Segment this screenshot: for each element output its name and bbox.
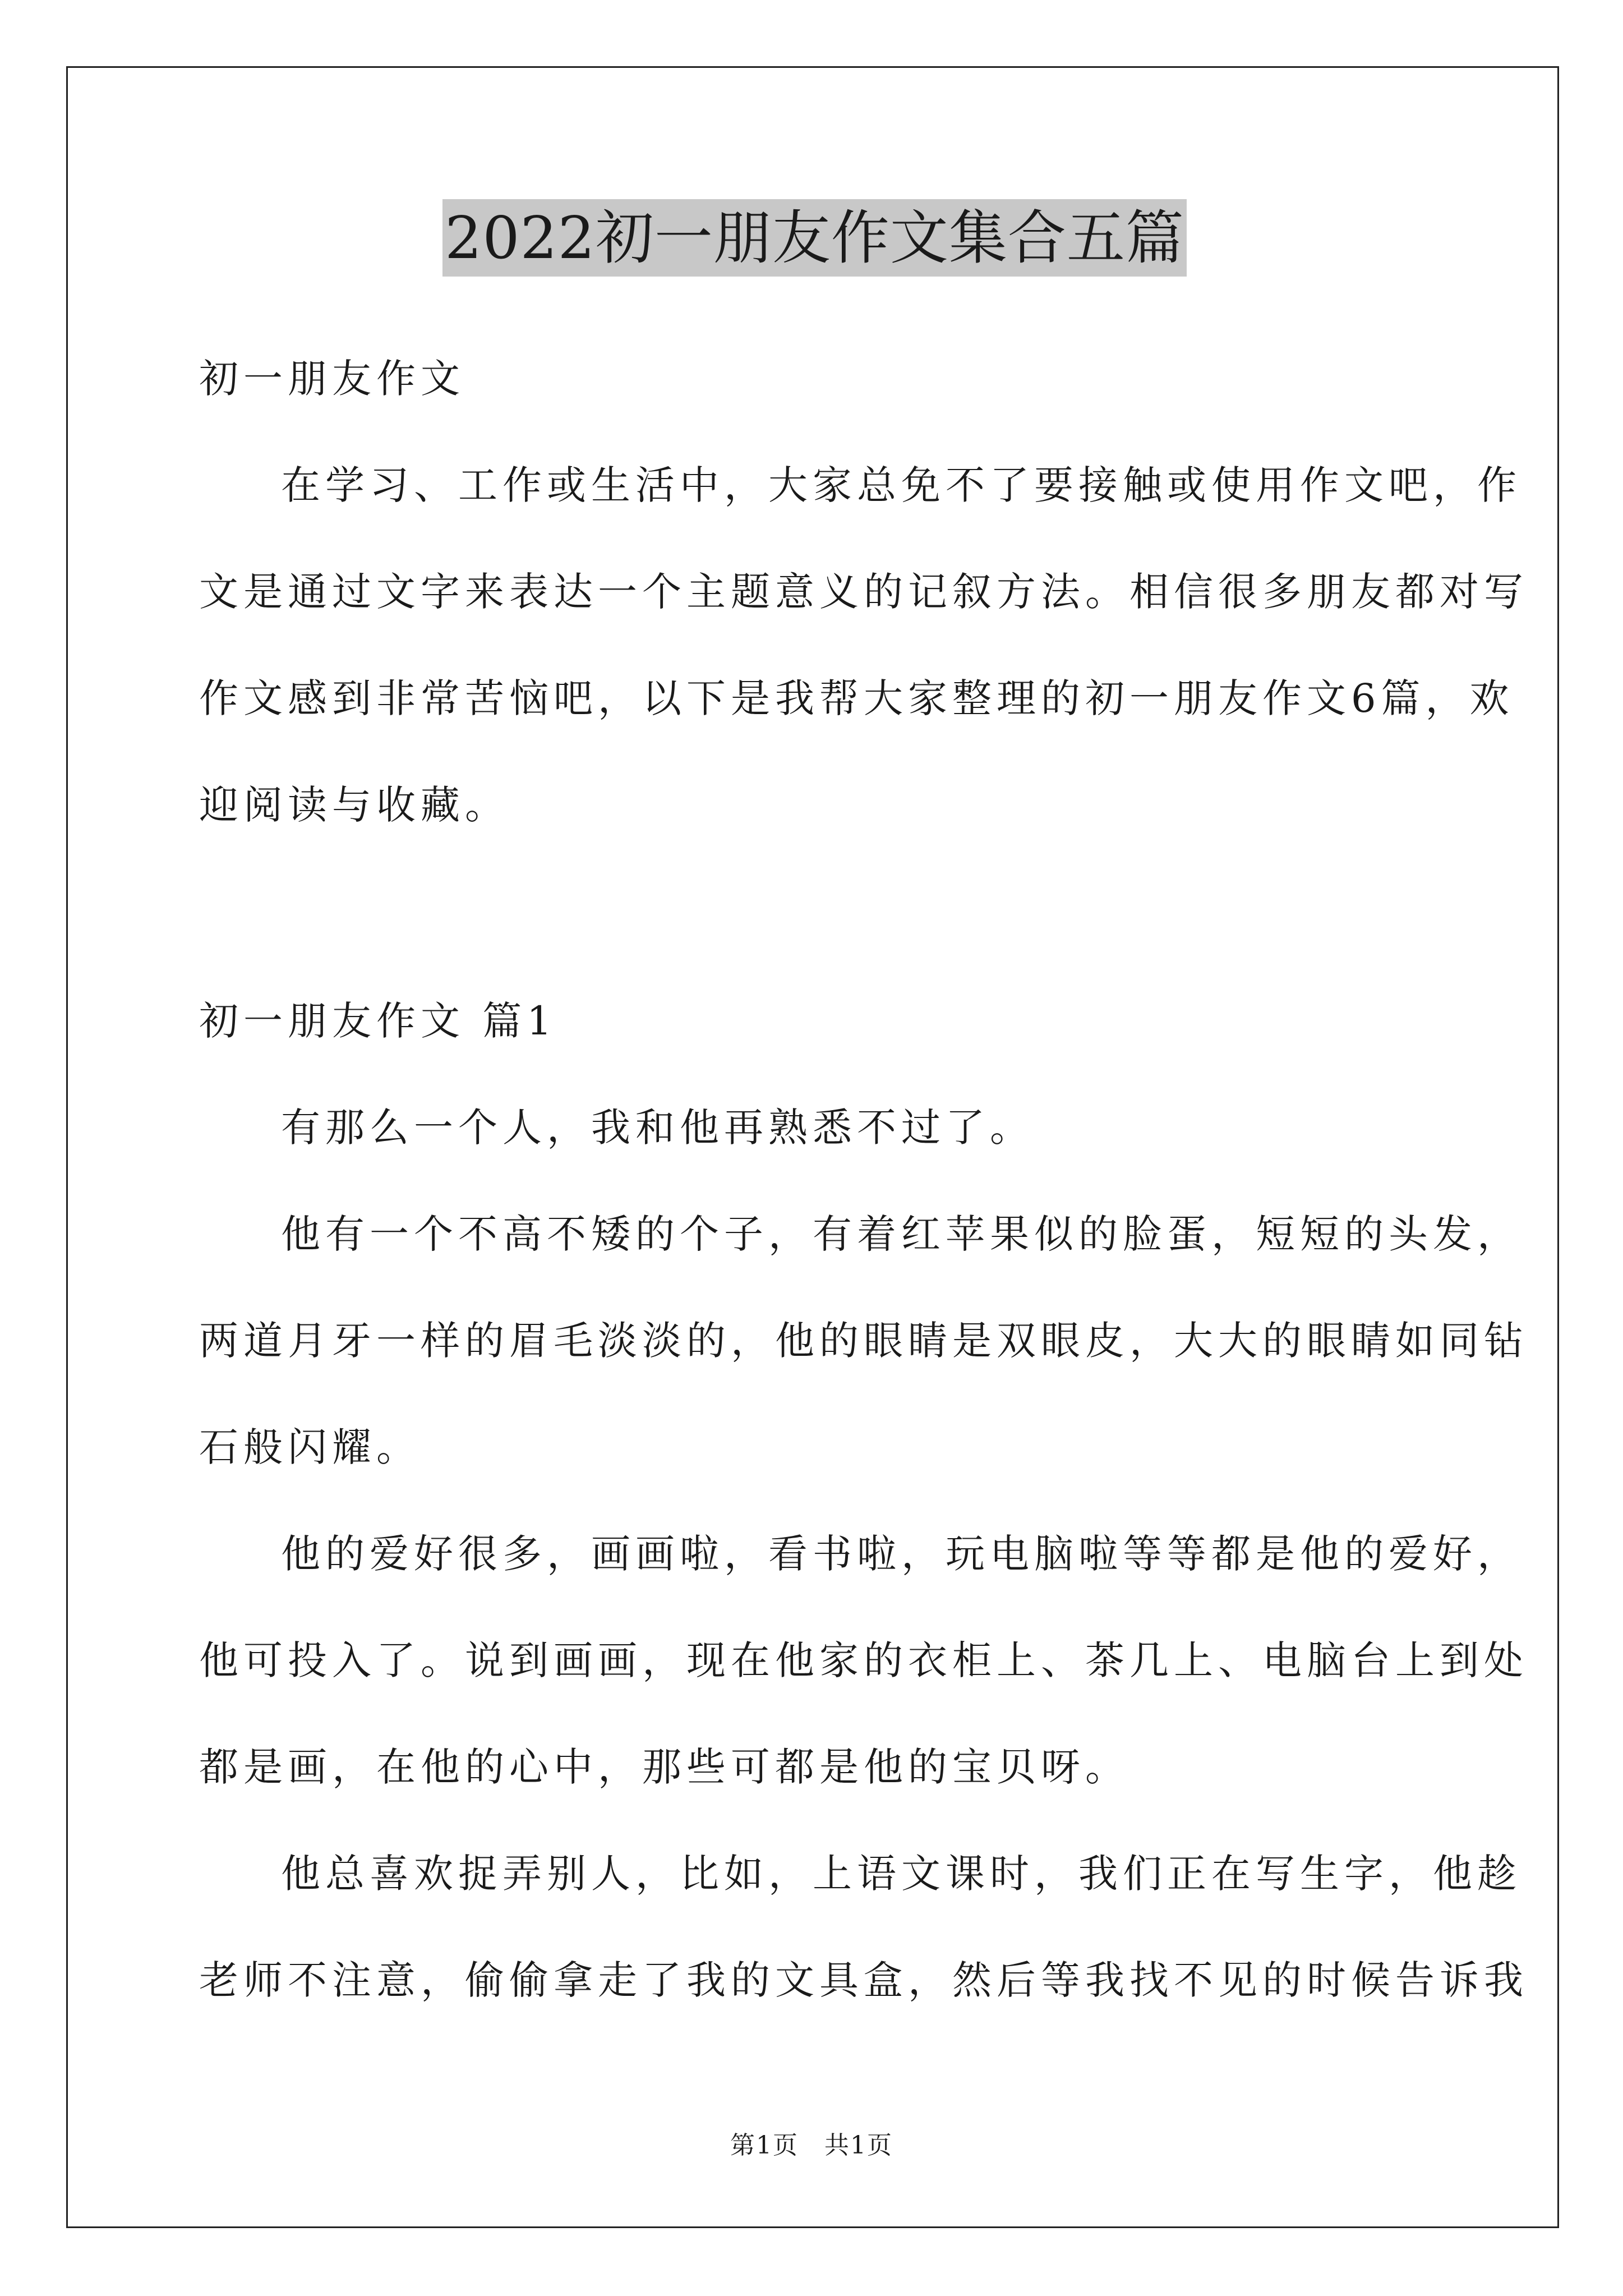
paragraph-line: 老师不注意，偷偷拿走了我的文具盒，然后等我找不见的时候告诉我 bbox=[199, 1957, 1528, 2003]
paragraph-line: 在学习、工作或生活中，大家总免不了要接触或使用作文吧，作 bbox=[281, 462, 1521, 508]
paragraph-line: 他可投入了。说到画画，现在他家的衣柜上、茶几上、电脑台上到处 bbox=[199, 1637, 1528, 1683]
paragraph-line: 都是画，在他的心中，那些可都是他的宝贝呀。 bbox=[199, 1744, 1129, 1790]
paragraph-line: 石般闪耀。 bbox=[199, 1424, 421, 1470]
document-title: 2022初一朋友作文集合五篇 bbox=[442, 199, 1187, 277]
title-wrapper bbox=[199, 199, 1430, 277]
paragraph-line: 有那么一个人，我和他再熟悉不过了。 bbox=[281, 1105, 1034, 1151]
section-heading: 初一朋友作文 篇1 bbox=[199, 998, 557, 1044]
paragraph-line: 他有一个不高不矮的个子，有着红苹果似的脸蛋，短短的头发， bbox=[281, 1211, 1521, 1257]
paragraph-line: 他总喜欢捉弄别人，比如，上语文课时，我们正在写生字，他趁 bbox=[281, 1851, 1521, 1897]
paragraph-line: 文是通过文字来表达一个主题意义的记叙方法。相信很多朋友都对写 bbox=[199, 569, 1528, 615]
section-heading: 初一朋友作文 bbox=[199, 356, 465, 402]
paragraph-line: 两道月牙一样的眉毛淡淡的，他的眼睛是双眼皮，大大的眼睛如同钻 bbox=[199, 1318, 1528, 1364]
paragraph-line: 他的爱好很多，画画啦，看书啦，玩电脑啦等等都是他的爱好， bbox=[281, 1531, 1521, 1577]
page-footer: 第1页 共1页 bbox=[730, 2131, 893, 2160]
paragraph-line: 作文感到非常苦恼吧，以下是我帮大家整理的初一朋友作文6篇，欢 bbox=[199, 675, 1514, 721]
paragraph-line: 迎阅读与收藏。 bbox=[199, 782, 509, 828]
